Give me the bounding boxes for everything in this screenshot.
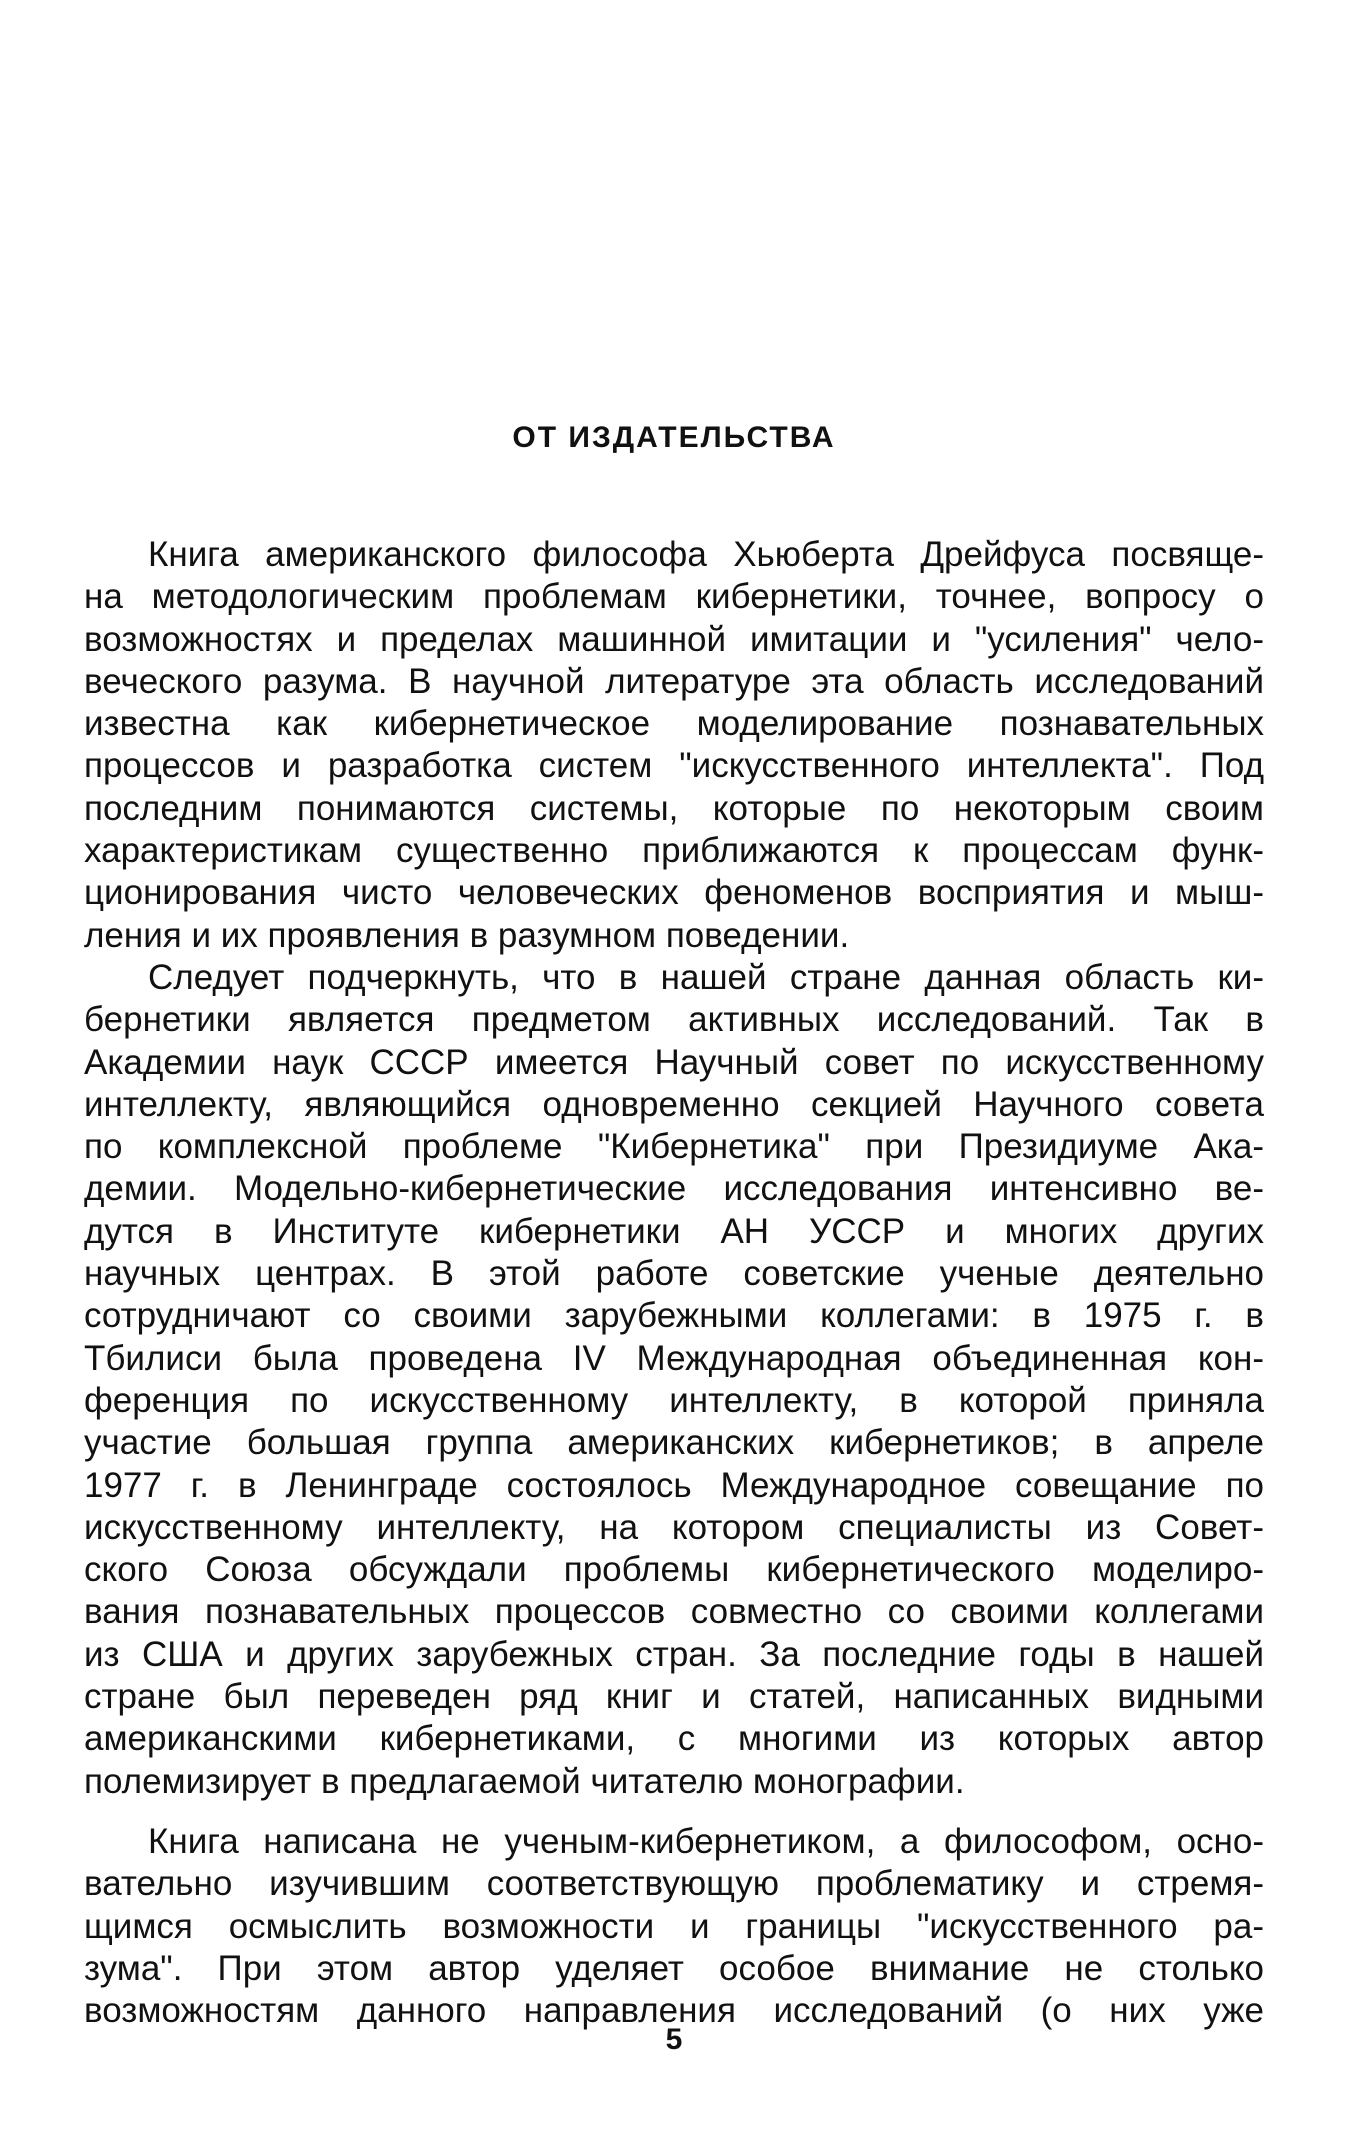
text-line: сотрудничают со своими зарубежными коллегами: в 1975 г. в bbox=[84, 1296, 1264, 1336]
text-line: участие большая группа американских кибернетиков; в апреле bbox=[84, 1423, 1264, 1463]
text-line: интеллекту, являющийся одновременно секцией Научного совета bbox=[84, 1084, 1264, 1124]
paragraph-2 bbox=[84, 957, 1264, 1803]
text-line: Академии наук СССР имеется Научный совет по искусственному bbox=[84, 1042, 1264, 1082]
paragraph-3 bbox=[84, 1821, 1264, 2032]
text-line: ционирования чисто человеческих феноменов восприятия и мыш- bbox=[84, 873, 1264, 913]
text-line: бернетики является предметом активных исследований. Так в bbox=[84, 1000, 1264, 1040]
paragraph-spacer bbox=[84, 1803, 1264, 1821]
text-line: 1977 г. в Ленинграде состоялось Международное совещание по bbox=[84, 1465, 1264, 1505]
page-heading: ОТ ИЗДАТЕЛЬСТВА bbox=[512, 421, 836, 454]
text-line: научных центрах. В этой работе советские ученые деятельно bbox=[84, 1254, 1264, 1294]
body-text bbox=[84, 534, 1264, 2032]
text-line: Книга написана не ученым-кибернетиком, а философом, осно- bbox=[148, 1821, 1264, 1861]
text-line: на методологическим проблемам кибернетики, точнее, вопросу о bbox=[84, 577, 1264, 617]
text-line: характеристикам существенно приближаются к процессам функ- bbox=[84, 831, 1264, 871]
text-line: веческого разума. В научной литературе эта область исследований bbox=[84, 661, 1264, 701]
text-line: последним понимаются системы, которые по некоторым своим bbox=[84, 788, 1264, 828]
text-line: Тбилиси была проведена IV Международная объединенная кон- bbox=[84, 1338, 1264, 1378]
text-line: известна как кибернетическое моделирование познавательных bbox=[84, 704, 1264, 744]
text-line: из США и других зарубежных стран. За последние годы в нашей bbox=[84, 1634, 1264, 1674]
text-line: процессов и разработка систем "искусственного интеллекта". Под bbox=[84, 746, 1264, 786]
text-line: зума". При этом автор уделяет особое внимание не столько bbox=[84, 1948, 1264, 1988]
text-line: ского Союза обсуждали проблемы кибернетического моделиро- bbox=[84, 1550, 1264, 1590]
text-line: Следует подчеркнуть, что в нашей стране данная область ки- bbox=[148, 957, 1264, 997]
text-line: ления и их проявления в разумном поведении. bbox=[84, 915, 850, 955]
text-line: демии. Модельно-кибернетические исследования интенсивно ве- bbox=[84, 1169, 1264, 1209]
text-line: Книга американского философа Хьюберта Дрейфуса посвяще- bbox=[148, 535, 1264, 574]
text-line: вательно изучившим соответствующую проблематику и стремя- bbox=[84, 1864, 1264, 1904]
page-number: 5 bbox=[665, 2023, 683, 2056]
text-line: возможностям данного направления исследований (о них уже bbox=[84, 1991, 1264, 2031]
text-line: дутся в Институте кибернетики АН УССР и многих других bbox=[84, 1211, 1264, 1251]
text-line: возможностях и пределах машинной имитации и "усиления" чело- bbox=[84, 619, 1264, 659]
paragraph-1 bbox=[84, 534, 1264, 957]
text-line: вания познавательных процессов совместно со своими коллегами bbox=[84, 1592, 1264, 1632]
text-line: ференция по искусственному интеллекту, в которой приняла bbox=[84, 1380, 1264, 1420]
text-line: по комплексной проблеме "Кибернетика" при Президиуме Ака- bbox=[84, 1127, 1264, 1167]
text-line: стране был переведен ряд книг и статей, написанных видными bbox=[84, 1677, 1264, 1717]
text-line: американскими кибернетиками, с многими из которых автор bbox=[84, 1719, 1264, 1759]
text-line: полемизирует в предлагаемой читателю монографии. bbox=[84, 1761, 965, 1801]
text-line: искусственному интеллекту, на котором специалисты из Совет- bbox=[84, 1507, 1264, 1547]
text-line: щимся осмыслить возможности и границы "искусственного ра- bbox=[84, 1906, 1264, 1946]
